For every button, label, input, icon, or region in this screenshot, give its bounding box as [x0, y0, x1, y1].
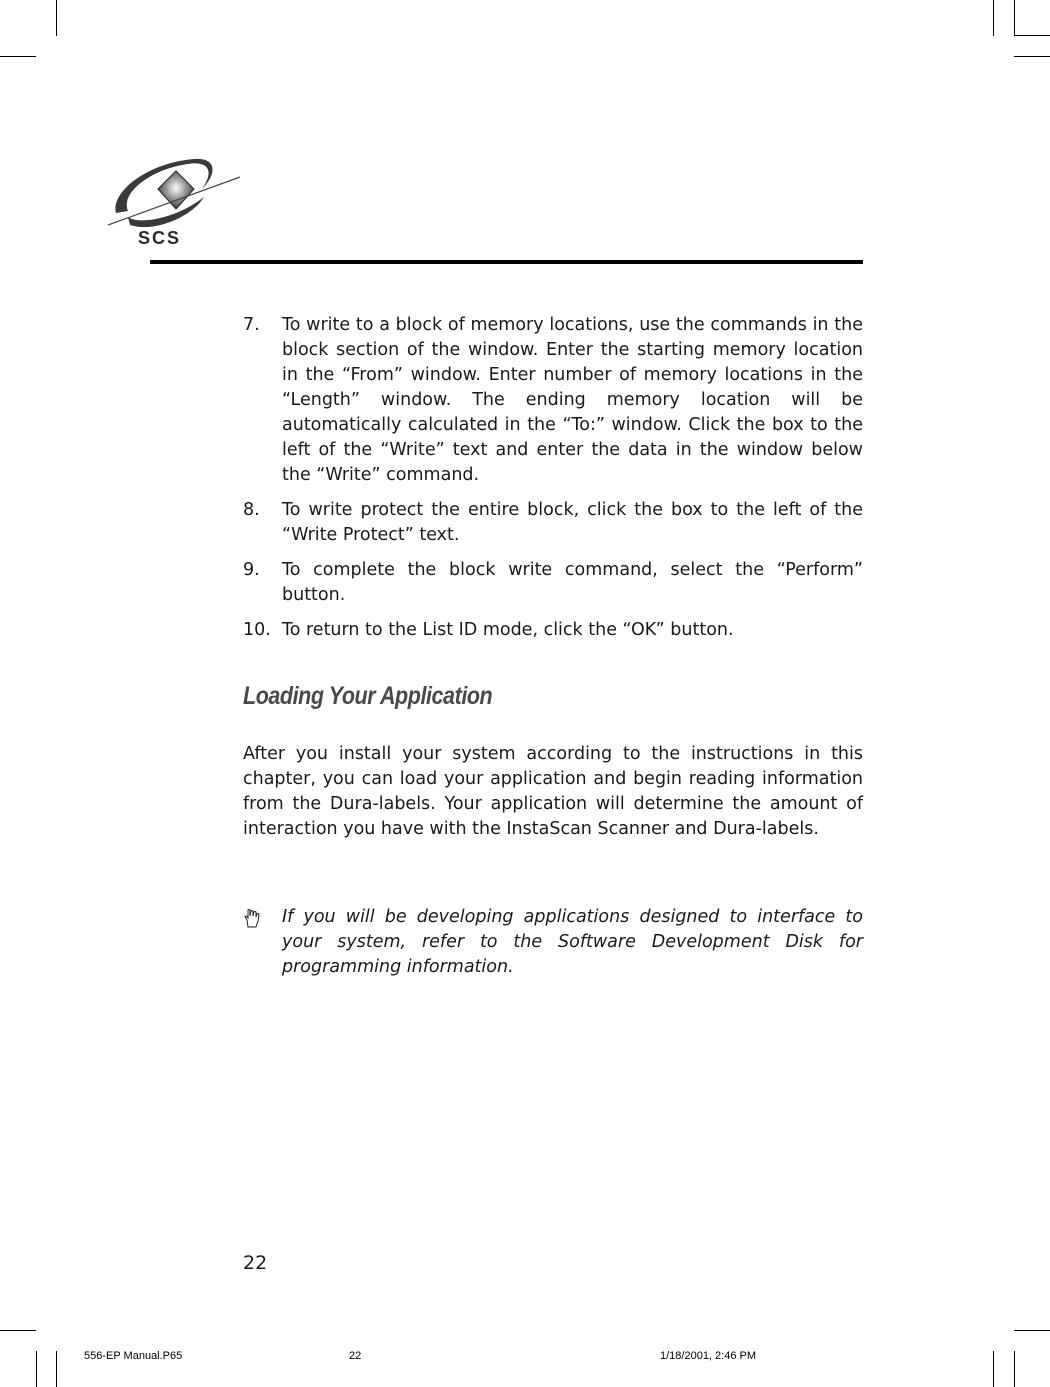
- section-paragraph: After you install your system according to the instructions in this chapter, you can load your application and begin reading information from the Dura-labels. Your application will determine the amount of interaction you have with the InstaScan Scanner and Dura-labels.: [243, 744, 863, 839]
- note-text: If you will be developing applications designed to interface to your system, refer to the Software Development Disk for programming information.: [282, 907, 863, 977]
- crop-mark: [993, 1351, 994, 1387]
- list-item: [243, 498, 863, 548]
- crop-mark: [56, 0, 57, 36]
- list-item-number: 10.: [243, 620, 271, 640]
- crop-mark: [0, 1330, 36, 1331]
- scs-logo-icon: [106, 155, 246, 250]
- crop-mark: [993, 0, 994, 36]
- svg-text:SCS: SCS: [138, 228, 182, 248]
- crop-mark: [56, 1351, 57, 1387]
- crop-mark: [0, 56, 36, 57]
- crop-mark: [36, 1351, 37, 1387]
- crop-mark: [1014, 56, 1050, 57]
- crop-mark: [1014, 1351, 1015, 1387]
- crop-mark: [1014, 1330, 1050, 1331]
- crop-mark: [1014, 35, 1050, 36]
- list-item-text: To complete the block write command, select the “Perform” button.: [282, 560, 863, 605]
- list-item: [243, 618, 863, 643]
- list-item-text: To return to the List ID mode, click the “OK” button.: [282, 620, 734, 640]
- footer-filename: 556-EP Manual.P65: [84, 1350, 183, 1362]
- list-item-text: To write to a block of memory locations, use the commands in the block section of the window. Enter the starting memory location in the “From” window. Enter number of memory locations in the “Length” window. The ending memory location will be automatically calculated in the “To:” window. Click the box to the left of the “Write” text and enter the data in the window below the “Write” command.: [282, 315, 863, 485]
- list-item: [243, 558, 863, 608]
- list-item-number: 7.: [243, 315, 260, 335]
- scs-logo: [106, 155, 246, 250]
- pointing-hand-icon: [243, 908, 261, 928]
- crop-mark: [1014, 0, 1015, 36]
- page-number: 22: [243, 1252, 268, 1274]
- list-item: [243, 313, 863, 488]
- header-rule: [150, 260, 863, 264]
- list-item-number: 9.: [243, 560, 260, 580]
- instruction-list: [243, 313, 863, 653]
- list-item-text: To write protect the entire block, click the box to the left of the “Write Protect” text.: [282, 500, 863, 545]
- list-item-number: 8.: [243, 500, 260, 520]
- footer-page: 22: [349, 1350, 362, 1362]
- note: [243, 905, 863, 980]
- section-title: Loading Your Application: [243, 682, 493, 710]
- footer-timestamp: 1/18/2001, 2:46 PM: [660, 1350, 757, 1362]
